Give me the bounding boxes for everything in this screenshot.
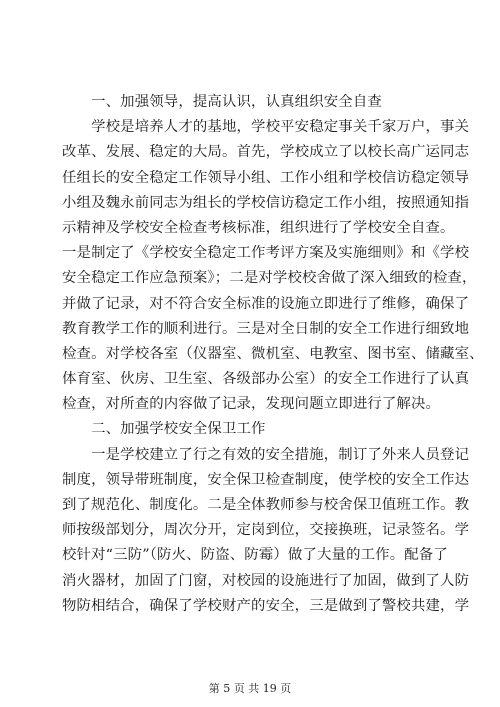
paragraph-line: 改革、发展、稳定的大局。首先，学校成立了以校长高广运同志 — [62, 144, 470, 161]
paragraph-line: 一是制定了《学校安全稳定工作考评方案及实施细则》和《学校 — [62, 245, 470, 262]
paragraph-line: 检查。对学校各室（仪器室、微机室、电教室、图书室、储藏室、 — [62, 345, 484, 362]
document-body — [62, 90, 484, 619]
paragraph-line: 小组及魏永前同志为组长的学校信访稳定工作小组，按照通知指 — [62, 194, 470, 211]
paragraph-line: 体育室、伙房、卫生室、各级部办公室）的安全工作进行了认真 — [62, 371, 470, 388]
paragraph-line: 制度，领导带班制度，安全保卫检查制度，使学校的安全工作达 — [62, 471, 470, 488]
page-number-footer: 第 5 页 共 19 页 — [208, 682, 292, 695]
paragraph-line: 一是学校建立了行之有效的安全措施，制订了外来人员登记 — [62, 446, 470, 463]
paragraph-line: 安全稳定工作应急预案》；二是对学校校舍做了深入细致的检查， — [62, 270, 477, 287]
paragraph-line: 师按级部划分，周次分开，定岗到位，交接换班，记录签名。学 — [62, 522, 470, 539]
paragraph-line: 检查，对所查的内容做了记录，发现问题立即进行了解决。 — [62, 396, 441, 413]
paragraph-line: 物防相结合，确保了学校财产的安全，三是做到了警校共建，学 — [62, 597, 470, 614]
paragraph-line: 校针对“三防”（防火、防盗、防霉）做了大量的工作。配备了 — [62, 547, 448, 564]
paragraph-line: 学校是培养人才的基地，学校平安稳定事关千家万户，事关 — [62, 119, 470, 136]
heading-section-1: 一、加强领导，提高认识，认真组织安全自查 — [62, 94, 382, 110]
paragraph-line: 任组长的安全稳定工作领导小组、工作小组和学校信访稳定领导 — [62, 169, 470, 186]
paragraph-line: 到了规范化、制度化。二是全体教师参与校舍保卫值班工作。教 — [62, 497, 470, 513]
paragraph-line: 示精神及学校安全检查考核标准，组织进行了学校安全自查。 — [62, 219, 455, 236]
paragraph-line: 教育教学工作的顺利进行。三是对全日制的安全工作进行细致地 — [62, 320, 470, 337]
paragraph-line: 并做了记录，对不符合安全标准的设施立即进行了维修，确保了 — [62, 295, 470, 312]
heading-section-2: 二、加强学校安全保卫工作 — [62, 421, 266, 438]
paragraph-line: 消火器材，加固了门窗，对校园的设施进行了加固，做到了人防 — [62, 572, 470, 589]
